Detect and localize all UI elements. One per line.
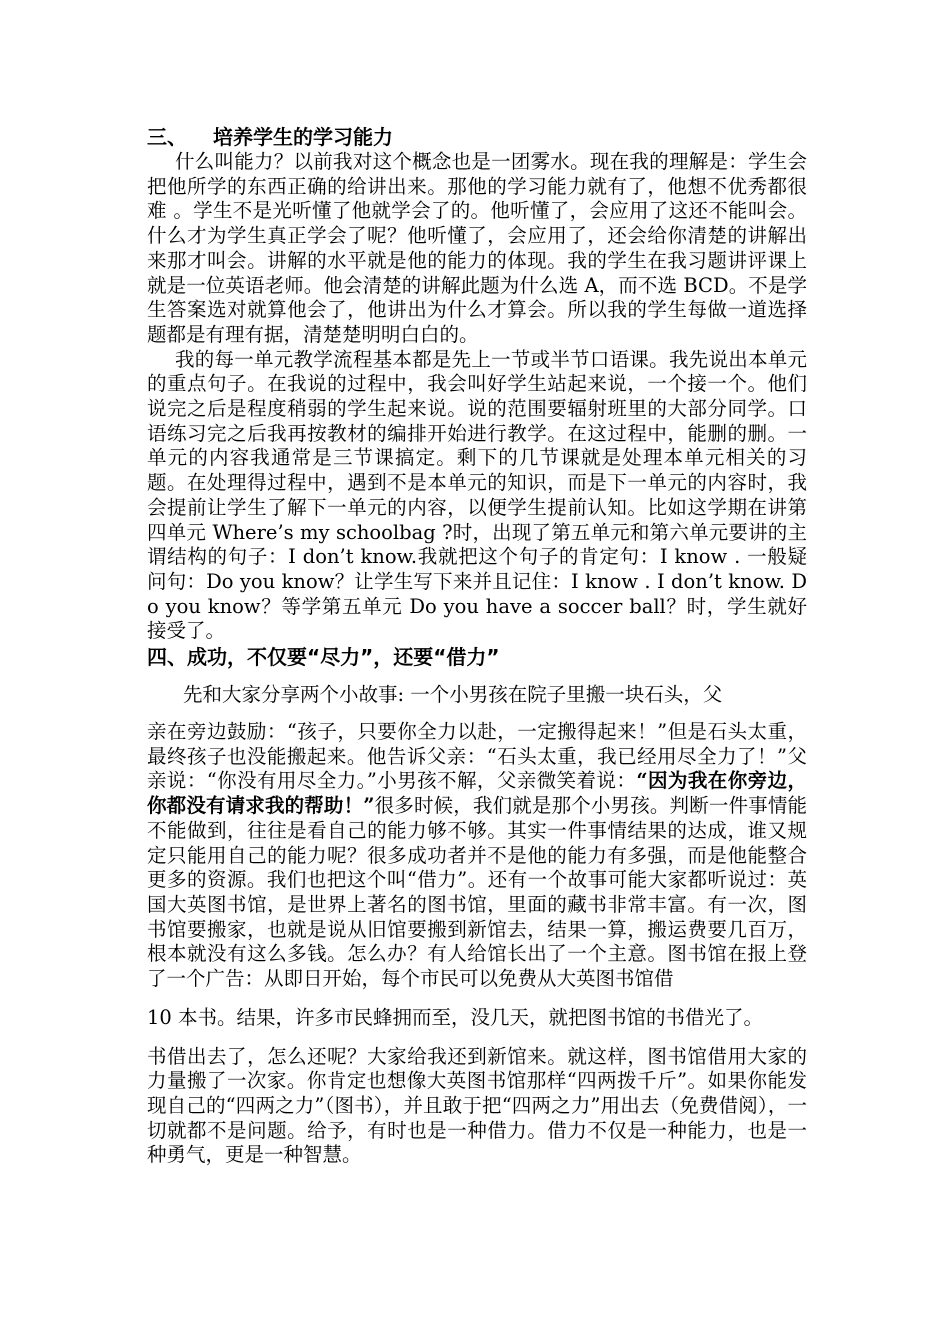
section-4-heading: 四、成功，不仅要“尽力”，还要“借力” xyxy=(147,645,500,670)
section-3-heading xyxy=(147,124,807,150)
section-3-paragraph-1: 什么叫能力？以前我对这个概念也是一团雾水。现在我的理解是：学生会把他所学的东西正确的给讲出来。那他的学习能力就有了，他想不优秀都很难 。学生不是光听懂了他就学会了的。他听懂了，会应用了这还不能叫会。什么才为学生真正学会了呢？他听懂了，会应用了，还会给你清楚的讲解出来那才叫会。讲解的水平就是他的能力的体现。我的学生在我习题讲评课上就是一位英语老师。他会清楚的讲解此题为什么选 A，而不选 BCD。不是学生答案选对就算他会了，他讲出为什么才算会。所以我的学生每做一道选择题都是有理有据，清楚楚明明白白的。 xyxy=(147,150,807,346)
section-4-story-intro: 先和大家分享两个小故事: 一个小男孩在院子里搬一块石头，父 xyxy=(183,683,723,707)
section-3-number: 三、 xyxy=(147,125,187,149)
section-4-story-line-10-books: 10 本书。结果，许多市民蜂拥而至，没几天，就把图书馆的书借光了。 xyxy=(147,1005,764,1029)
story-part-2: 很多时候，我们就是那个小男孩。判断一件事情能不能做到，往往是看自己的能力够不够。其实一件事情结果的达成，谁又规定只能用自己的能力呢？很多成功者并不是他的能力有多强，而是他能整合更多的资源。我们也把这个叫“借力”。还有一个故事可能大家都听说过：英国大英图书馆，是世界上著名的图书馆，里面的藏书非常丰富。有一次，图书馆要搬家，也就是说从旧馆要搬到新馆去，结果一算，搬运费要几百万，根本就没有这么多钱。怎么办？有人给馆长出了一个主意。图书馆在报上登了一个广告：从即日开始，每个市民可以免费从大英图书馆借 xyxy=(147,794,807,991)
section-4-story-paragraph xyxy=(147,720,807,992)
story-part-1: 亲在旁边鼓励：“孩子，只要你全力以赴，一定搬得起来！”但是石头太重，最终孩子也没能搬起来。他告诉父亲：“石头太重，我已经用尽全力了！”父亲说：“你没有用尽全力。”小男孩不解，父亲微笑着说： xyxy=(147,720,807,793)
story-bold-quote: “因为我在你旁边，你都没有请求我的帮助！” xyxy=(147,769,807,818)
section-3-paragraph-2: 我的每一单元教学流程基本都是先上一节或半节口语课。我先说出本单元的重点句子。在我说的过程中，我会叫好学生站起来说，一个接一个。他们说完之后是程度稍弱的学生起来说。说的范围要辐射班里的大部分同学。口语练习完之后我再按教材的编排开始进行教学。在这过程中，能删的删。一单元的内容我通常是三节课搞定。剩下的几节课就是处理本单元相关的习题。在处理得过程中，遇到不是本单元的知识，而是下一单元的内容时，我会提前让学生了解下一单元的内容，以便学生提前认知。比如这学期在讲第四单元 Where’s my schoolbag ?时，出现了第五单元和第六单元要讲的主谓结构的句子：I don’t know.我就把这个句子的肯定句：I know . 一般疑问句：Do you know？让学生写下来并且记住：I know . I don’t know. Do you know？等学第五单元 Do you have a soccer ball？时，学生就好接受了。 xyxy=(147,347,807,643)
document-page xyxy=(147,124,807,1168)
section-3-title: 培养学生的学习能力 xyxy=(213,125,393,149)
section-4-story-conclusion: 书借出去了，怎么还呢？大家给我还到新馆来。就这样，图书馆借用大家的力量搬了一次家。你肯定也想像大英图书馆那样“四两拨千斤”。如果你能发现自己的“四两之力”（图书），并且敢于把“四两之力”用出去（免费借阅），一切就都不是问题。给予，有时也是一种借力。借力不仅是一种能力，也是一种勇气，更是一种智慧。 xyxy=(147,1044,807,1167)
